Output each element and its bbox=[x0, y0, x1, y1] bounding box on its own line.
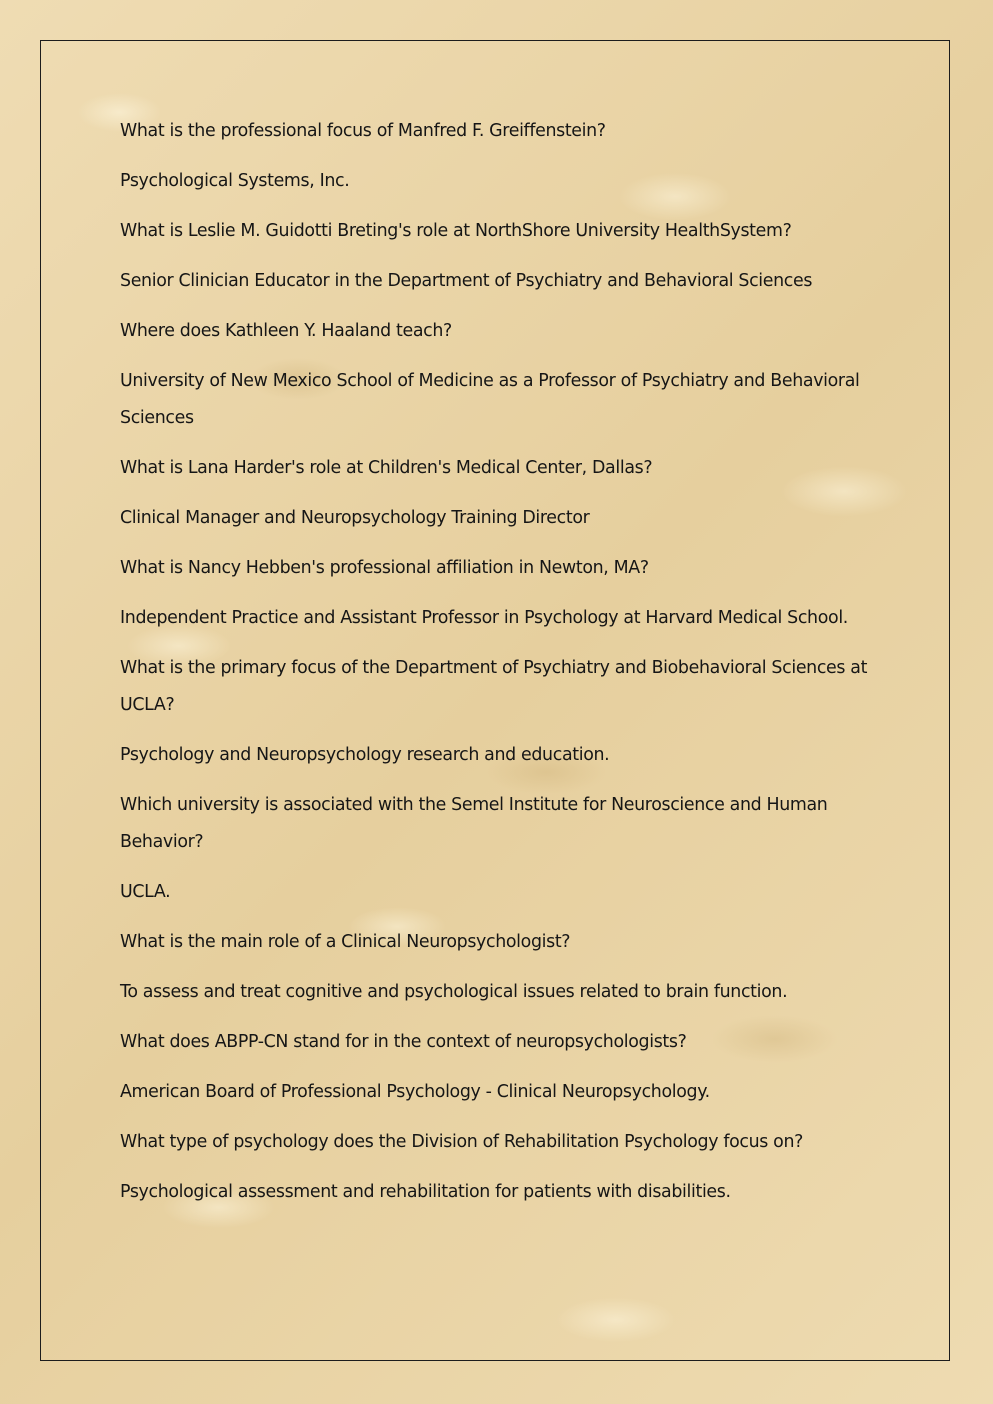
question-2: What is Leslie M. Guidotti Breting's role at NorthShore University HealthSystem? bbox=[120, 221, 792, 241]
answer-5: Independent Practice and Assistant Professor in Psychology at Harvard Medical School. bbox=[120, 608, 848, 628]
answer-2: Senior Clinician Educator in the Department of Psychiatry and Behavioral Sciences bbox=[120, 271, 813, 291]
question-4: What is Lana Harder's role at Children's Medical Center, Dallas? bbox=[120, 458, 653, 478]
question-10: What type of psychology does the Division of Rehabilitation Psychology focus on? bbox=[120, 1132, 804, 1152]
answer-10: Psychological assessment and rehabilitation for patients with disabilities. bbox=[120, 1182, 731, 1202]
question-6: What is the primary focus of the Department of Psychiatry and Biobehavioral Sciences at UCLA? bbox=[120, 658, 868, 715]
question-5: What is Nancy Hebben's professional affiliation in Newton, MA? bbox=[120, 558, 649, 578]
question-1: What is the professional focus of Manfred F. Greiffenstein? bbox=[120, 121, 606, 141]
question-7: Which university is associated with the Semel Institute for Neuroscience and Human Behavior? bbox=[120, 795, 828, 852]
answer-4: Clinical Manager and Neuropsychology Training Director bbox=[120, 508, 590, 528]
answer-9: American Board of Professional Psychology - Clinical Neuropsychology. bbox=[120, 1082, 710, 1102]
answer-1: Psychological Systems, Inc. bbox=[120, 171, 350, 191]
answer-7: UCLA. bbox=[120, 882, 171, 902]
answer-3: University of New Mexico School of Medicine as a Professor of Psychiatry and Behavioral Sciences bbox=[120, 371, 860, 428]
question-3: Where does Kathleen Y. Haaland teach? bbox=[120, 321, 452, 341]
answer-6: Psychology and Neuropsychology research and education. bbox=[120, 745, 610, 765]
question-9: What does ABPP-CN stand for in the context of neuropsychologists? bbox=[120, 1032, 687, 1052]
answer-8: To assess and treat cognitive and psychological issues related to brain function. bbox=[120, 982, 788, 1002]
qa-list bbox=[120, 113, 880, 1224]
question-8: What is the main role of a Clinical Neuropsychologist? bbox=[120, 932, 571, 952]
